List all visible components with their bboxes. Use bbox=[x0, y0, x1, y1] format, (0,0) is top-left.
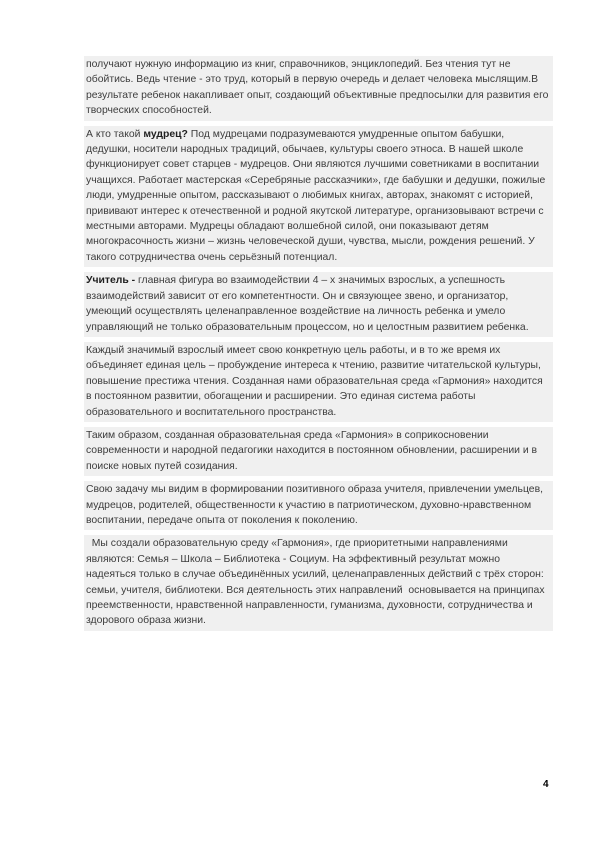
paragraph-harmony bbox=[84, 535, 553, 630]
paragraph-text: главная фигура во взаимодействии 4 – х значимых взрослых, а успешность взаимодействий зависит от его компетентности. Он и связующее звено, и организатор, умеющий осуществлять целенаправленное воздействие на личность ребенка и умело управляющий не только образовательным процессом, но и целостным развитием ребенка. bbox=[86, 275, 529, 333]
paragraph-lead: А кто такой bbox=[86, 128, 144, 140]
paragraph-text: Каждый значимый взрослый имеет свою конкретную цель работы, и в то же время их объединяет единая цель – пробуждение интереса к чтению, развитие читательской культуры, повышение престижа чтения. Созданная нами образовательная среда «Гармония» находится в постоянном развитии, обогащении и расширении. Это единая система работы образовательного и воспитательного пространства. bbox=[86, 344, 543, 418]
term-teacher: Учитель - bbox=[86, 275, 136, 287]
paragraph-text: Мы создали образовательную среду «Гармония», где приоритетными направлениями являются: Семья – Школа – Библиотека - Социум. На эффективный результат можно надеяться только в случае объединённых усилий, целенаправленных действий с трёх сторон: семьи, учителя, библиотеки. Вся деятельность этих направлений основывается на принципах преемственности, нравственной направленности, гуманизма, духовности, сотрудничества и здорового образа жизни. bbox=[86, 538, 548, 627]
paragraph-text: Таким образом, созданная образовательная среда «Гармония» в соприкосновении современности и народной педагогики находится в постоянном обновлении, расширении и в поиске новых путей созидания. bbox=[86, 429, 538, 472]
paragraph-conclusion bbox=[84, 427, 553, 476]
paragraph-text: Свою задачу мы видим в формировании позитивного образа учителя, привлечении умельцев, мудрецов, родителей, общественности к участию в патриотическом, духовно-нравственном воспитании, передаче опыта от поколения к поколению. bbox=[86, 484, 543, 526]
paragraph-task bbox=[84, 481, 553, 530]
page-number: 4 bbox=[543, 779, 549, 790]
paragraph-teacher bbox=[84, 272, 553, 337]
term-sage: мудрец? bbox=[143, 128, 188, 140]
paragraph-text: Под мудрецами подразумеваются умудренные опытом бабушки, дедушки, носители народных традиций, обычаев, культуры своего этноса. В нашей школе функционирует совет старцев - мудрецов. Они являются лучшими советниками в воспитании учащихся. Работает мастерская «Серебряные рассказчики», где бабушки и дедушки, пожилые люди, умудренные опытом, рассказывают о любимых книгах, авторах, знакомят с историей, прививают интерес к отечественной и родной якутской литературе, организовывают встречи с местными авторами. Мудрецы обладают волшебной силой, они показывают детям многокрасочность жизни – жизнь человеческой души, чувства, мысли, рождения решений. У такого сотрудничества очень серьёзный потенциал. bbox=[86, 128, 546, 263]
paragraph-sage bbox=[84, 126, 553, 268]
paragraph-text: получают нужную информацию из книг, справочников, энциклопедий. Без чтения тут не обойтись. Ведь чтение - это труд, который в первую очередь и делает человека мыслящим.В результате ребенок накапливает опыт, создающий объективные предпосылки для развития его творческих способностей. bbox=[86, 59, 549, 117]
paragraph-reading bbox=[84, 56, 553, 121]
paragraph-common-goal bbox=[84, 342, 553, 422]
page-content bbox=[84, 56, 553, 636]
